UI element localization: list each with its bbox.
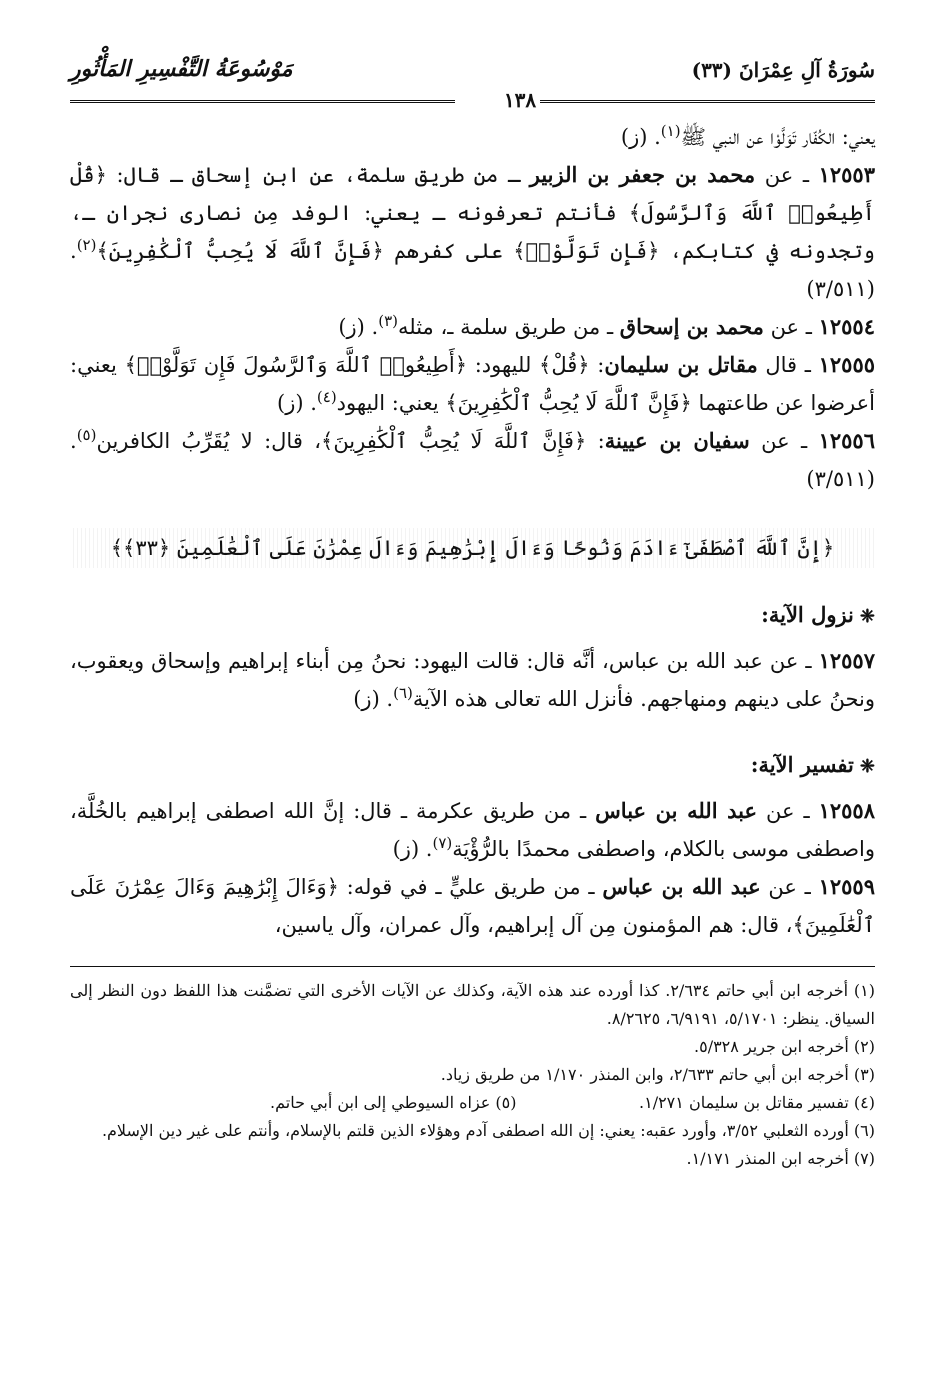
page-header [70,50,875,92]
footnote-pair [70,1089,875,1117]
narrator-name: مقاتل بن سليمان [604,352,758,377]
narrator-name: محمد بن جعفر بن الزبير [529,162,756,187]
paragraph: ١٢٥٥٥ ـ قال مقاتل بن سليمان: ﴿قُلْ﴾ لليهود: ﴿أَطِيعُوا۟ ٱللَّهَ وَٱلرَّسُولَ فَإِن تَوَلَّوْا۟﴾ يعني: أعرضوا عن طاعتهما ﴿فَإِنَّ ٱللَّهَ لَا يُحِبُّ ٱلْكَٰفِرِينَ﴾ يعني: اليهود$^{(٤)}$. (ز) [70,352,876,415]
quran-verse: ﴿إِنَّ ٱللَّهَ ٱصْطَفَىٰٓ ءَادَمَ وَنُوحًا وَءَالَ إِبْرَٰهِيمَ وَءَالَ عِمْرَٰنَ عَلَى ٱلْعَٰلَمِينَ ﴿٣٣﴾﴾ [70,528,875,568]
paragraph: ١٢٥٥٧ ـ عن عبد الله بن عباس، أنَّه قال: قالت اليهود: نحنُ مِن أبناء إبراهيم وإسحاق ويعقوب، ونحنُ على دينهم ومنهاجهم. فأنزل الله تعالى هذه الآية$^{(٦)}$. (ز) [70,648,875,711]
rule-right [540,100,875,103]
paragraph: ١٢٥٥٨ ـ عن عبد الله بن عباس ـ من طريق عكرمة ـ قال: إنَّ الله اصطفى إبراهيم بالخُلَّة، واصطفى موسى بالكلام، واصطفى محمدًا بالرُّؤْيَة$^{(٧)}$. (ز) [70,798,875,861]
hadith-number: ١٢٥٥٨ [818,798,875,823]
page-number: ١٣٨ [503,88,537,112]
paragraph: ١٢٥٥٩ ـ عن عبد الله بن عباس ـ من طريق عليٍّ ـ في قوله: ﴿وَءَالَ إِبْرَٰهِيمَ وَءَالَ عِمْرَٰنَ عَلَى ٱلْعَٰلَمِينَ﴾، قال: هم المؤمنون مِن آل إبراهيم، وآل عمران، وآل ياسين، [70,874,875,937]
main-text [70,118,875,944]
narrator-name: سفيان بن عيينة [604,428,750,453]
hadith-number: ١٢٥٥٣ [818,162,875,187]
hadith-number: ١٢٥٥٦ [818,428,875,453]
ornament-icon: ❈ [859,606,875,627]
footnote: (٧) أخرجه ابن المنذر ١/١٧١. [686,1149,875,1168]
narrator-name: محمد بن إسحاق [619,314,764,339]
hadith-number: ١٢٥٥٩ [818,874,875,899]
narrator-name: عبد الله بن عباس [602,874,761,899]
paragraph: ١٢٥٥٣ ـ عن محمد بن جعفر بن الزبير ـ من طريق سلمة، عن ابن إسحاق ـ قال: ﴿قُلْ أَطِيعُوا۟ ٱللَّهَ وَٱلرَّسُولَ﴾ فأنتم تعرفونه ـ يعني: الوفد مِن نصارى نجران ـ، وتجدونه في كتابكم، ﴿فَإِن تَوَلَّوْا۟﴾ على كفرهم ﴿فَإِنَّ ٱللَّهَ لَا يُحِبُّ ٱلْكَٰفِرِينَ﴾$^{(٢)}$. (٣/٥١١) [70,162,875,301]
hadith-number: ١٢٥٥٥ [818,352,876,377]
footnote: (٣) أخرجه ابن أبي حاتم ٢/٦٣٣، وابن المنذر ١/١٧٠ من طريق زياد. [440,1065,875,1084]
surah-title: سُورَةُ آلِ عِمْرَانَ (٣٣) [691,58,875,82]
footnote: (٢) أخرجه ابن جرير ٥/٣٢٨. [694,1037,875,1056]
footnote: (٥) عزاه السيوطي إلى ابن أبي حاتم. [270,1093,517,1112]
rule-left [70,100,455,103]
footnote: (١) أخرجه ابن أبي حاتم ٢/٦٣٤. كذا أورده عند هذه الآية، وكذلك عن الآيات الأخرى التي تضمَّنت هذا اللفظ دون النظر إلى السياق. ينظر: ٥/١٧٠١، ٦/٩١٩١، ٨/٢٦٢٥. [70,981,876,1028]
footnotes [70,966,875,1173]
ornament-icon: ❈ [859,756,875,777]
footnote: (٤) تفسير مقاتل بن سليمان ١/٢٧١. [639,1093,875,1112]
hadith-number: ١٢٥٥٧ [818,648,875,673]
page [70,50,875,1173]
book-title: مَوْسُوعَةُ التَّفْسِيرِ المَأْثُورِ [70,56,293,82]
hadith-number: ١٢٥٥٤ [818,314,875,339]
header-rule [70,90,875,112]
footnote: (٦) أورده الثعلبي ٣/٥٢، وأورد عقبه: يعني: إن الله اصطفى آدم وهؤلاء الذين قلتم بالإسلام، وأنتم على غير دين الإسلام. [101,1121,875,1140]
paragraph: يعني: الكُفّار تَوَلَّوْا عن النبي ﷺ$^{(١)}$. (ز) [620,122,875,149]
narrator-name: عبد الله بن عباس [595,798,758,823]
paragraph: ١٢٥٥٤ ـ عن محمد بن إسحاق ـ من طريق سلمة ـ، مثله$^{(٣)}$. (ز) [338,312,875,339]
section-heading: ❈نزول الآية: [761,602,875,627]
paragraph: ١٢٥٥٦ ـ عن سفيان بن عيينة: ﴿فَإِنَّ ٱللَّهَ لَا يُحِبُّ ٱلْكَٰفِرِينَ﴾، قال: لا يُقَرِّبُ الكافرين$^{(٥)}$. (٣/٥١١) [70,426,875,491]
section-heading: ❈تفسير الآية: [750,752,875,777]
